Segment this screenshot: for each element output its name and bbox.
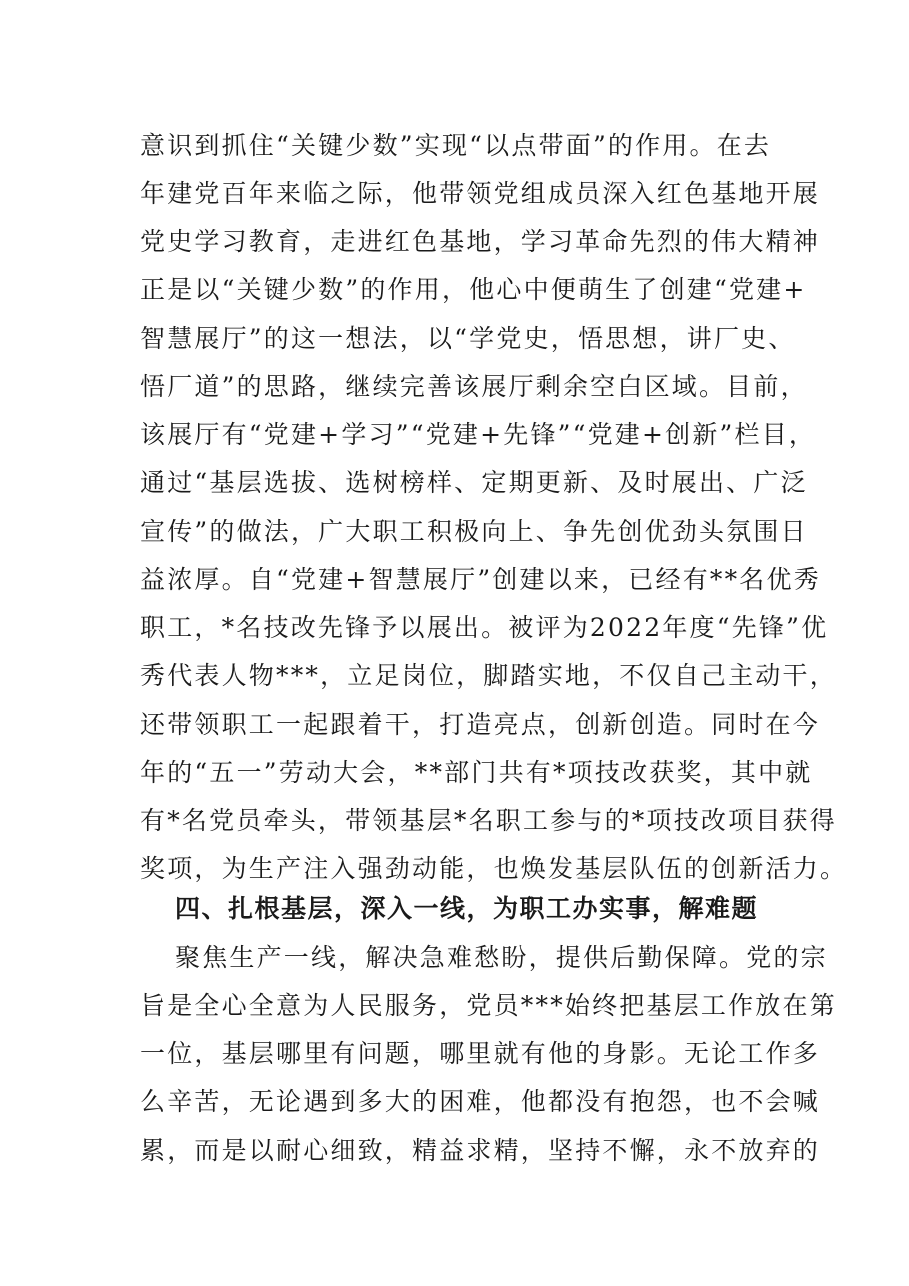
paragraph-line: 聚焦生产一线，解决急难愁盼，提供后勤保障。党的宗 <box>175 943 828 972</box>
paragraph-line: 该展厅有“党建+学习”“党建+先锋”“党建+创新”栏目， <box>140 420 817 449</box>
paragraph-line: 年建党百年来临之际，他带领党组成员深入红色基地开展 <box>140 179 821 208</box>
section-heading: 四、扎根基层，深入一线，为职工办实事，解难题 <box>175 894 759 923</box>
paragraph-line: 累，而是以耐心细致，精益求精，坚持不懈，永不放弃的 <box>140 1136 821 1165</box>
paragraph-line: 有*名党员牵头，带领基层*名职工参与的*项技改项目获得 <box>140 806 837 835</box>
paragraph-line: 一位，基层哪里有问题，哪里就有他的身影。无论工作多 <box>140 1039 821 1068</box>
paragraph-line: 悟厂道”的思路，继续完善该展厅剩余空白区域。目前， <box>140 372 808 401</box>
paragraph-line: 么辛苦，无论遇到多大的困难，他都没有抱怨，也不会喊 <box>140 1087 821 1116</box>
paragraph-line: 党史学习教育，走进红色基地，学习革命先烈的伟大精神 <box>140 227 821 256</box>
paragraph-line: 通过“基层选拔、选树榜样、定期更新、及时展出、广泛 <box>140 468 808 497</box>
paragraph-line: 益浓厚。自“党建+智慧展厅”创建以来，已经有**名优秀 <box>140 565 821 594</box>
paragraph-line: 年的“五一”劳动大会，**部门共有*项技改获奖，其中就 <box>140 758 813 787</box>
paragraph-line: 智慧展厅”的这一想法，以“学党史，悟思想，讲厂史、 <box>140 324 796 353</box>
paragraph-line: 意识到抓住“关键少数”实现“以点带面”的作用。在去 <box>140 131 772 160</box>
paragraph-line: 旨是全心全意为人民服务，党员***始终把基层工作放在第 <box>140 991 837 1020</box>
paragraph-line: 还带领职工一起跟着干，打造亮点，创新创造。同时在今 <box>140 710 821 739</box>
paragraph-line: 奖项，为生产注入强劲动能，也焕发基层队伍的创新活力。 <box>140 854 848 883</box>
paragraph-line: 宣传”的做法，广大职工积极向上、争先创优劲头氛围日 <box>140 517 808 546</box>
paragraph-line: 正是以“关键少数”的作用，他心中便萌生了创建“党建+ <box>140 275 807 304</box>
paragraph-line: 秀代表人物***，立足岗位，脚踏实地，不仅自己主动干， <box>140 661 837 690</box>
paragraph-line: 职工，*名技改先锋予以展出。被评为2022年度“先锋”优 <box>140 613 829 642</box>
